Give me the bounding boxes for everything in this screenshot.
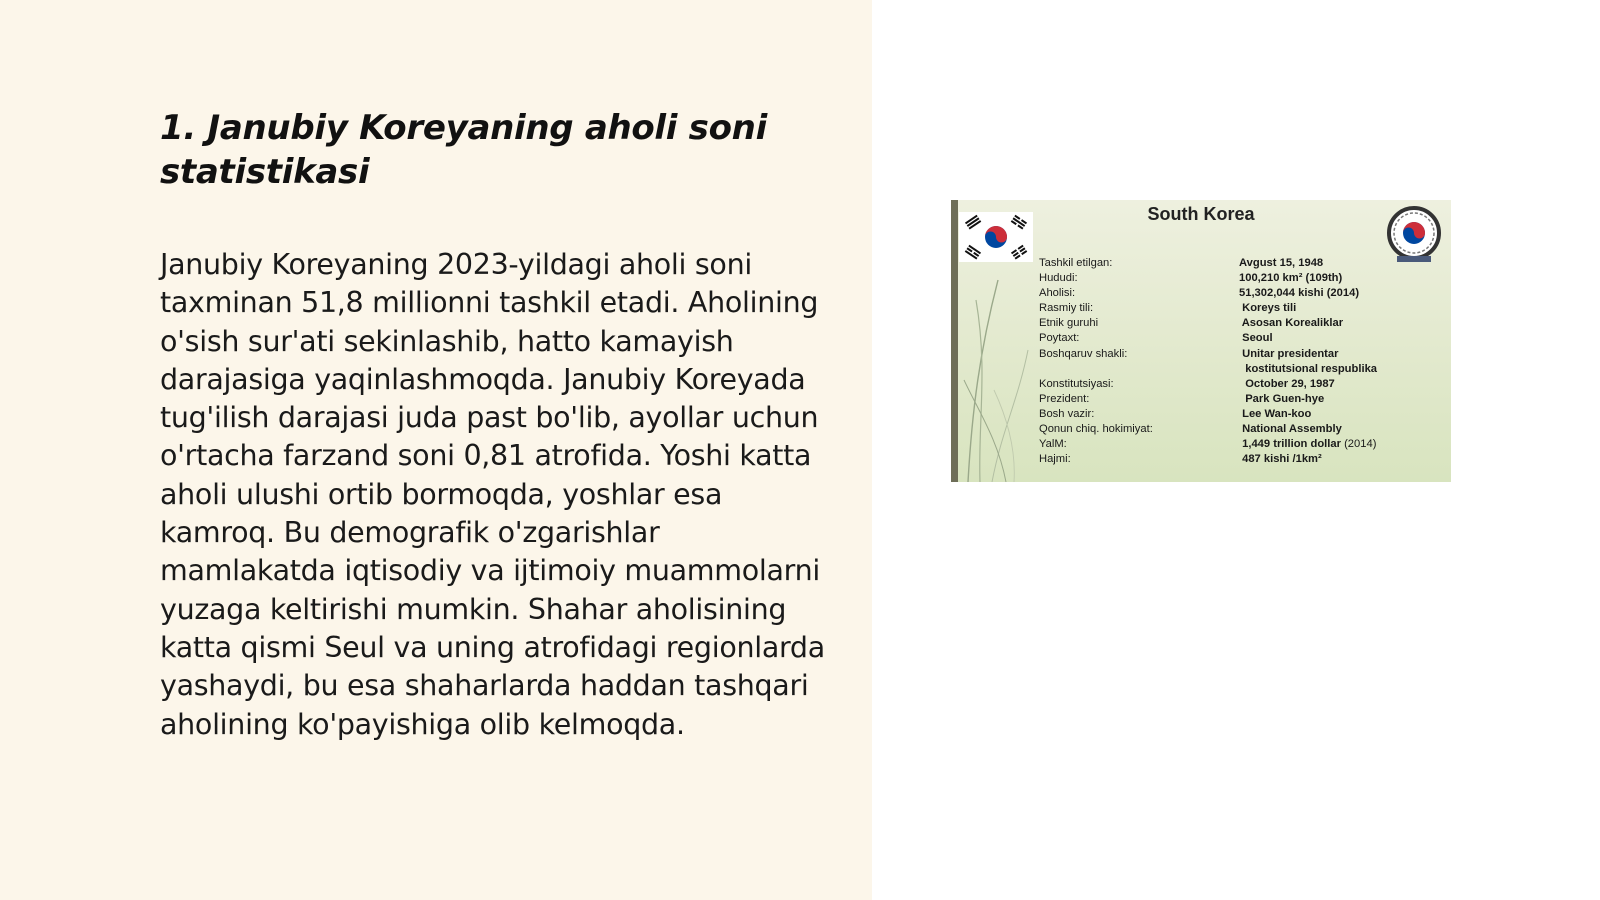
infocard-title: South Korea (1147, 204, 1255, 224)
fact-label: Hajmi: (1039, 453, 1071, 466)
grass-decoration (958, 260, 1038, 482)
fact-value (1239, 437, 1376, 452)
fact-value: Park Guen-hye (1239, 392, 1325, 405)
fact-label: Qonun chiq. hokimiyat: (1039, 423, 1153, 436)
fact-row (1039, 422, 1377, 437)
fact-label: Tashkil etilgan: (1039, 257, 1113, 269)
fact-label: Konstitutsiyasi: (1039, 377, 1114, 390)
fact-label (1039, 362, 1239, 377)
slide-title: 1. Janubiy Koreyaning aholi soni statistikasi (160, 108, 767, 192)
fact-label: Prezident: (1039, 392, 1090, 405)
infocard-facts-list (1039, 256, 1377, 467)
fact-value-main: 1,449 trillion dollar (1239, 438, 1341, 451)
fact-label: Etnik guruhi (1039, 317, 1099, 330)
fact-row (1039, 392, 1377, 407)
south-korea-infocard (951, 200, 1451, 482)
fact-label: Rasmiy tili: (1039, 302, 1094, 315)
fact-label: Poytaxt: (1039, 332, 1080, 345)
fact-row (1039, 256, 1377, 271)
fact-row (1039, 301, 1377, 316)
fact-value: Asosan Korealiklar (1239, 317, 1344, 330)
slide-body-text: Janubiy Koreyaning 2023-yildagi aholi soni taxminan 51,8 millionni tashkil etadi. Aholining o'sіsh sur'ati sekinlashib, hatto kamayish darajasiga yaqinlashmoqda. Janubiy Koreyada tug'ilish darajasi juda past bo'lib, ayollar uchun o'rtacha farzand soni 0,81 atrofida. Yoshi katta aholi ulushi ortib bormoqda, yoshlar esa kamroq. Bu demografik o'zgarishlar mamlakatda iqtisodiy va ijtimoiy muammolarni yuzaga keltirishi mumkin. Shahar aholisining katta qismi Seul va uning atrofidagi regionlarda yashaydi, bu esa shaharlarda haddan tashqari aholining ko'payishiga olib kelmoqda. (160, 248, 825, 741)
fact-value: Lee Wan-koo (1239, 407, 1312, 420)
fact-row (1039, 271, 1377, 286)
fact-value-year: (2014) (1344, 438, 1377, 451)
fact-row (1039, 407, 1377, 422)
fact-row (1039, 331, 1377, 346)
fact-value: 51,302,044 kishi (2014) (1239, 287, 1360, 300)
fact-row (1039, 452, 1377, 467)
fact-value: kostitutsional respublika (1239, 362, 1378, 375)
fact-row (1039, 377, 1377, 392)
fact-row (1039, 316, 1377, 331)
fact-value: Unitar presidentar (1239, 347, 1339, 360)
fact-label: Aholisi: (1039, 287, 1076, 300)
fact-label: Boshqaruv shakli: (1039, 347, 1128, 360)
fact-label: YalM: (1039, 438, 1067, 451)
fact-row (1039, 347, 1377, 362)
fact-row (1039, 437, 1377, 452)
fact-value: October 29, 1987 (1239, 377, 1335, 390)
infocard-left-edge (951, 200, 958, 482)
fact-row (1039, 362, 1377, 377)
fact-value: Avgust 15, 1948 (1239, 257, 1324, 269)
fact-label: Bosh vazir: (1039, 407, 1095, 420)
fact-value: 100,210 km² (109th) (1239, 272, 1343, 285)
fact-value: Seoul (1239, 332, 1273, 345)
fact-label: Hududi: (1039, 272, 1078, 285)
fact-value: National Assembly (1239, 423, 1342, 436)
fact-value: Koreys tili (1239, 302, 1297, 315)
south-korea-flag-icon (959, 212, 1033, 262)
fact-value: 487 kishi /1km² (1239, 453, 1322, 466)
fact-row (1039, 286, 1377, 301)
national-emblem-icon (1385, 206, 1443, 264)
